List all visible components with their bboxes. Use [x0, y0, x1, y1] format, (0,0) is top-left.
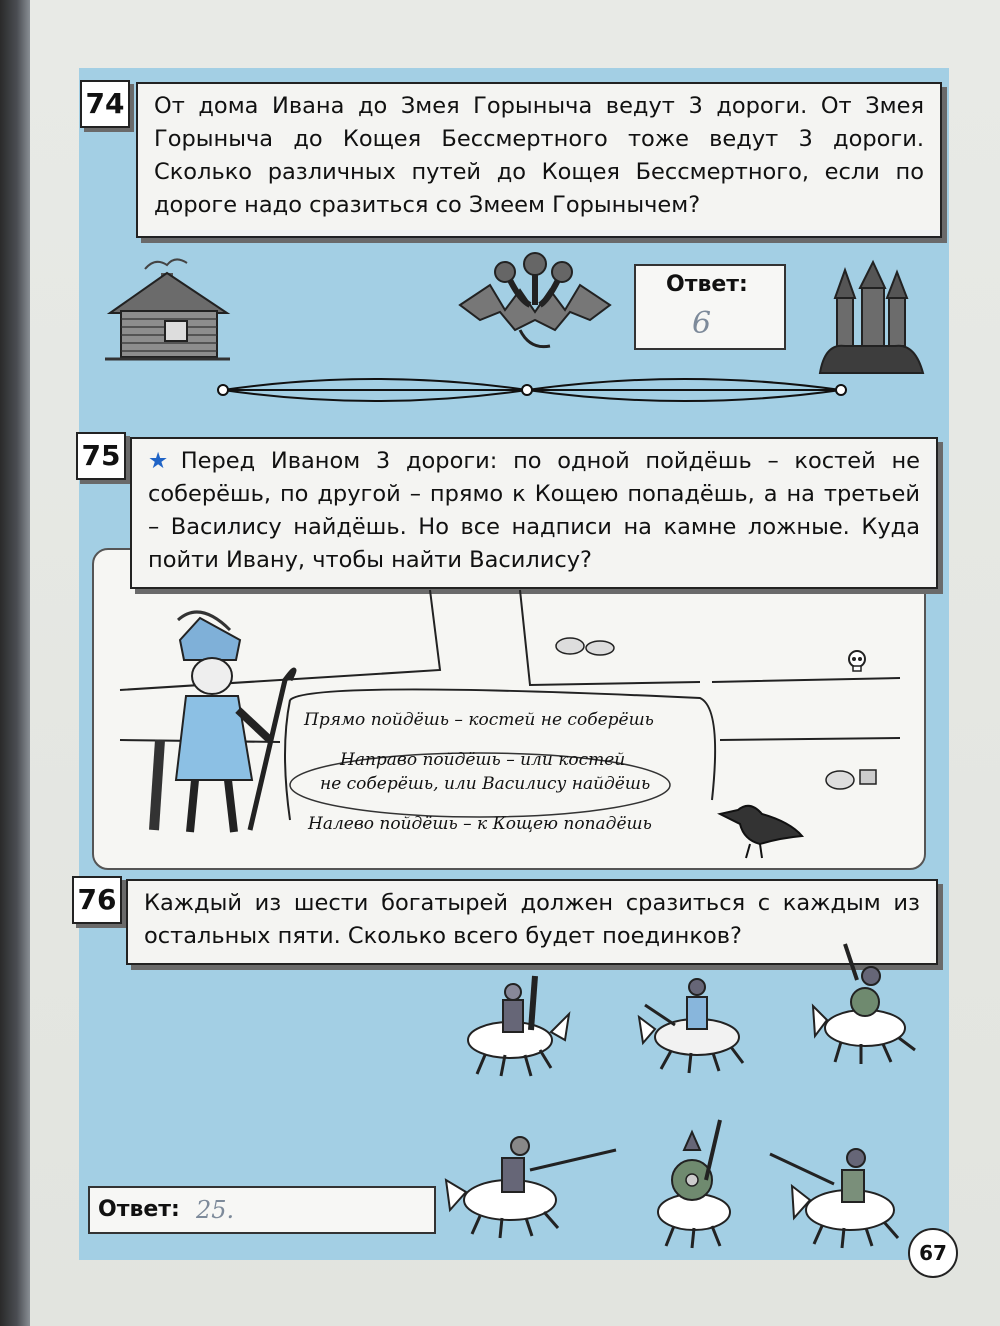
knight-icon	[440, 1130, 620, 1240]
task-74-answer-label: Ответ:	[666, 272, 748, 297]
task-75-text-box	[130, 437, 938, 589]
ivan-figure-icon	[140, 600, 290, 840]
knight-icon	[770, 1140, 910, 1250]
sign-right-line1: Направо пойдёшь – или костей	[340, 750, 626, 770]
sign-left: Налево пойдёшь – к Кощею попадёшь	[308, 814, 652, 834]
castle-icon	[815, 258, 925, 378]
star-icon: ★	[148, 448, 177, 474]
sign-straight: Прямо пойдёшь – костей не соберёшь	[304, 710, 654, 730]
task-74-answer-value: 6	[692, 306, 712, 341]
crow-icon	[710, 800, 810, 860]
task-74-number: 74	[80, 80, 130, 128]
task-75-text: Перед Иваном 3 дороги: по одной пойдёшь – костей не соберёшь, по другой – прямо к Кощею попадёшь, а на третьей – Василису найдёшь. Но все надписи на камне ложные. Куда пойти Ивану, чтобы найти Василису?	[148, 448, 920, 573]
task-76-text: Каждый из шести богатырей должен сразиться с каждым из остальных пяти. Сколько всего будет поединков?	[126, 879, 938, 965]
knight-icon	[640, 1120, 760, 1250]
task-74-text: От дома Ивана до Змея Горыныча ведут 3 дороги. От Змея Горыныча до Кощея Бессмертного тоже ведут 3 дороги. Сколько различных путей до Кощея Бессмертного, если по дороге надо сразиться со Змеем Горынычем?	[136, 82, 942, 238]
task-75-number: 75	[76, 432, 126, 480]
knight-icon	[635, 965, 755, 1075]
skull-icon	[846, 650, 868, 672]
task-76-answer-label: Ответ:	[98, 1197, 180, 1222]
dragon-icon	[450, 250, 620, 360]
task-76-number: 76	[72, 876, 122, 924]
knight-icon	[455, 970, 575, 1080]
page-number: 67	[908, 1228, 958, 1278]
roads-diagram	[215, 370, 855, 410]
knight-icon	[805, 940, 925, 1070]
sign-right-line2: не соберёшь, или Василису найдёшь	[320, 774, 651, 794]
house-icon	[105, 255, 235, 365]
task-76-answer-value: 25.	[196, 1196, 235, 1224]
